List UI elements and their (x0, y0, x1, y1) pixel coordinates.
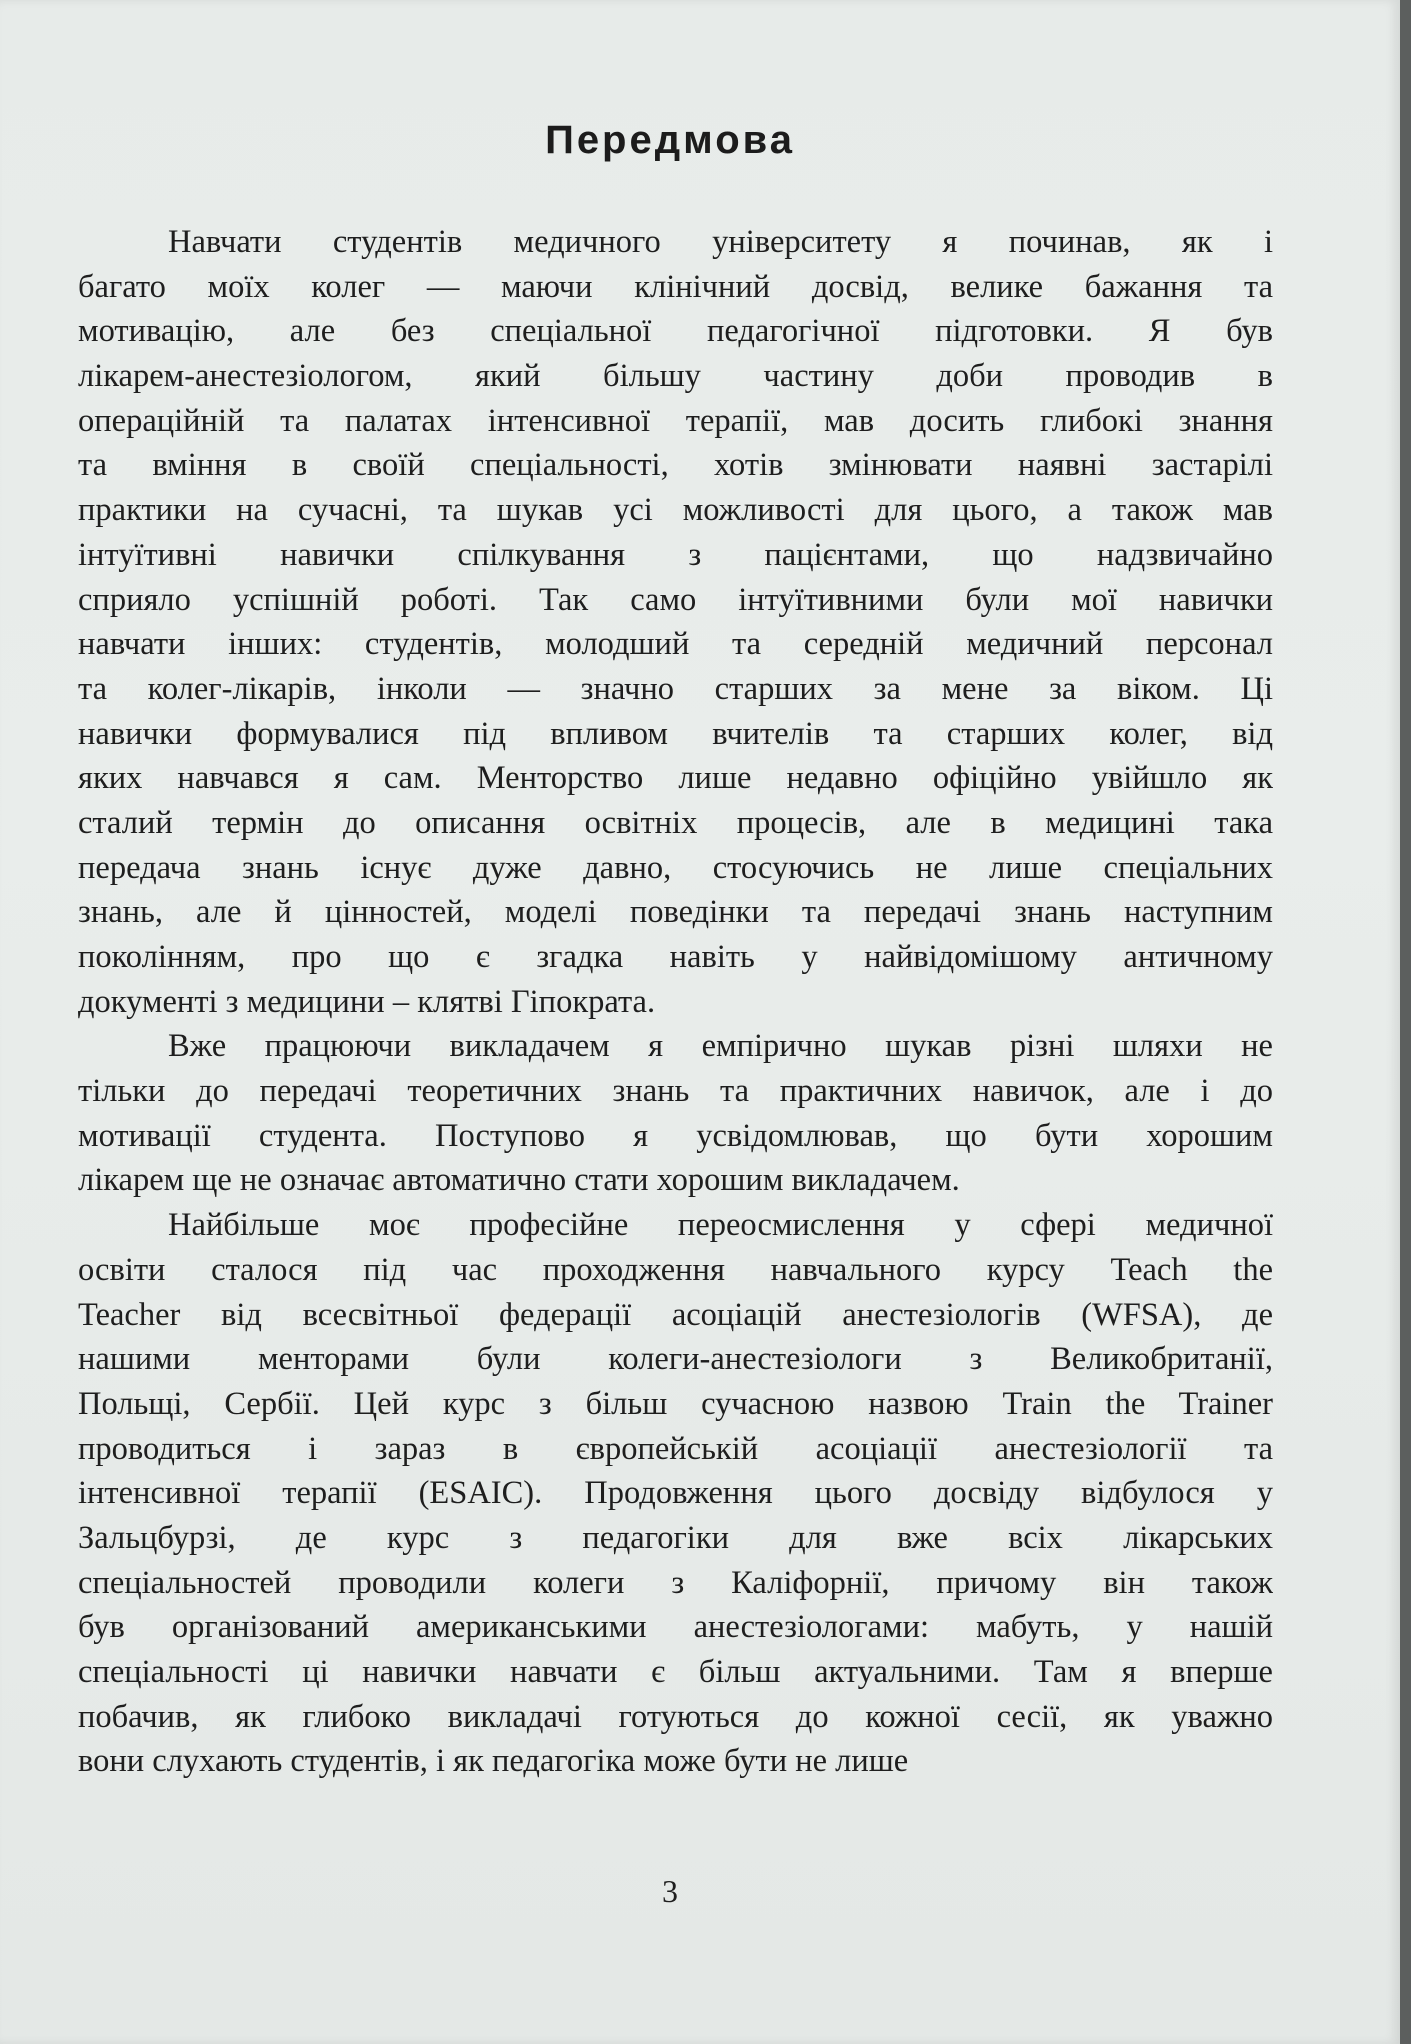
text-line: багато моїх колег — маючи клінічний досвід, велике бажання та (78, 268, 1273, 305)
text-line: та колег-лікарів, інколи — значно старших за мене за віком. Ці (78, 670, 1273, 707)
text-line: нашими менторами були колеги-анестезіологи з Великобританії, (78, 1341, 1273, 1378)
text-line: поколінням, про що є згадка навіть у найвідомішому античному (78, 939, 1273, 975)
text-line: практики на сучасні, та шукав усі можливості для цього, а також мав (78, 492, 1273, 529)
text-line: побачив, як глибоко викладачі готуються до кожної сесії, як уважно (78, 1698, 1273, 1735)
text-line: документі з медицини – клятві Гіпократа. (78, 983, 656, 1020)
text-line: проводиться і зараз в європейській асоціації анестезіології та (78, 1430, 1273, 1467)
text-line: навчати інших: студентів, молодший та середній медичний персонал (78, 626, 1273, 663)
text-line: спеціальності ці навички навчати є більш актуальними. Там я вперше (78, 1654, 1273, 1690)
text-line: операційній та палатах інтенсивної терапії, мав досить глибокі знання (78, 402, 1273, 439)
text-line: знань, але й цінностей, моделі поведінки та передачі знань наступним (78, 894, 1273, 931)
text-line: передача знань існує дуже давно, стосуючись не лише спеціальних (78, 849, 1273, 886)
text-line: вони слухають студентів, і як педагогіка може бути не лише (78, 1743, 909, 1780)
body-text (78, 220, 1273, 1784)
text-line: та вміння в своїй спеціальності, хотів змінювати наявні застарілі (78, 447, 1273, 484)
text-line: Вже працюючи викладачем я емпірично шукав різні шляхи не (168, 1028, 1273, 1065)
text-line: Зальцбурзі, де курс з педагогіки для вже всіх лікарських (78, 1519, 1273, 1556)
text-line: лікарем-анестезіологом, який більшу частину доби проводив в (78, 358, 1273, 395)
text-line: навички формувалися під впливом вчителів та старших колег, від (78, 715, 1273, 752)
text-line: лікарем ще не означає автоматично стати хорошим викладачем. (78, 1162, 960, 1199)
text-line: Польщі, Сербії. Цей курс з більш сучасною назвою Train the Trainer (78, 1385, 1273, 1422)
text-line: Teacher від всесвітньої федерації асоціацій анестезіологів (WFSA), де (78, 1296, 1273, 1333)
text-line: Навчати студентів медичного університету я починав, як і (168, 224, 1273, 260)
text-line: інтенсивної терапії (ESAIC). Продовження цього досвіду відбулося у (78, 1475, 1273, 1512)
text-line: сталий термін до описання освітніх процесів, але в медицині така (78, 804, 1273, 841)
text-line: яких навчався я сам. Менторство лише недавно офіційно увійшло як (78, 760, 1273, 797)
page-title: Передмова (545, 118, 795, 162)
text-line: сприяло успішній роботі. Так само інтуїтивними були мої навички (78, 581, 1273, 618)
text-line: спеціальностей проводили колеги з Каліфорнії, причому він також (78, 1564, 1273, 1601)
text-line: мотивацію, але без спеціальної педагогічної підготовки. Я був (78, 313, 1273, 350)
page-number: 3 (662, 1873, 678, 1909)
text-line: інтуїтивні навички спілкування з пацієнтами, що надзвичайно (78, 536, 1273, 573)
text-line: мотивації студента. Поступово я усвідомлював, що бути хорошим (78, 1117, 1273, 1154)
text-line: був організований американськими анестезіологами: мабуть, у нашій (78, 1609, 1273, 1646)
text-line: освіти сталося під час проходження навчального курсу Teach the (78, 1251, 1273, 1288)
text-line: Найбільше моє професійне переосмислення у сфері медичної (168, 1207, 1273, 1244)
text-line: тільки до передачі теоретичних знань та практичних навичок, але і до (78, 1073, 1273, 1110)
